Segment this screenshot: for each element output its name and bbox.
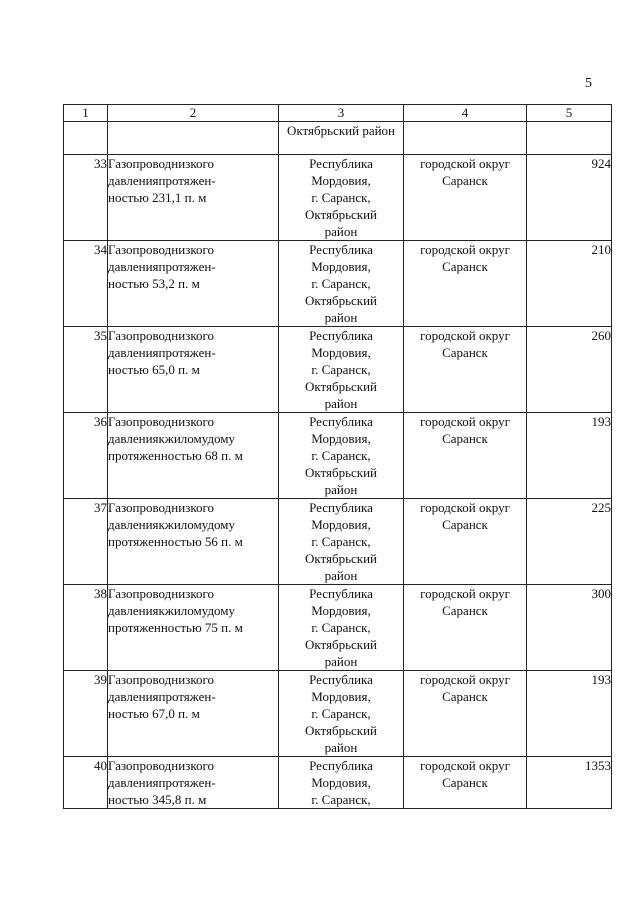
location-line: г. Саранск,	[311, 620, 371, 635]
description-line: Газопроводнизкого	[108, 758, 214, 773]
location-line: Октябрьский	[304, 379, 378, 394]
location-cell	[279, 499, 404, 585]
location-line: Мордовия,	[311, 345, 371, 360]
description-line: ностью 231,1 п. м	[108, 190, 207, 205]
column-header-3: 3	[279, 105, 404, 122]
location-line: Октябрьский	[304, 293, 378, 308]
table-row	[64, 671, 612, 757]
location-line: Октябрьский	[304, 465, 378, 480]
value-cell: 924	[527, 155, 612, 241]
row-number-cell: 36	[64, 413, 108, 499]
page-number: 5	[585, 76, 592, 91]
description-line: Газопроводнизкого	[108, 672, 214, 687]
location-cell	[279, 671, 404, 757]
continuation-desc-cell	[108, 122, 279, 155]
location-line: Мордовия,	[311, 689, 371, 704]
description-line: давленияпротяжен-	[108, 173, 216, 188]
municipality-cell	[404, 757, 527, 809]
description-cell	[108, 757, 279, 809]
location-line: г. Саранск,	[311, 448, 371, 463]
location-cell	[279, 327, 404, 413]
location-line: район	[324, 224, 358, 239]
municipality-cell	[404, 327, 527, 413]
municipality-line: городской округ	[420, 500, 510, 515]
municipality-cell	[404, 155, 527, 241]
location-line: Мордовия,	[311, 431, 371, 446]
location-line: Республика	[309, 156, 373, 171]
table-row	[64, 585, 612, 671]
column-header-1: 1	[64, 105, 108, 122]
location-cell	[279, 155, 404, 241]
description-cell	[108, 413, 279, 499]
location-line: г. Саранск,	[311, 534, 371, 549]
continuation-location-cell	[279, 122, 404, 155]
location-line: район	[324, 740, 358, 755]
location-cell	[279, 241, 404, 327]
location-line: г. Саранск,	[311, 276, 371, 291]
municipality-line: Саранск	[442, 689, 488, 704]
municipality-line: Саранск	[442, 775, 488, 790]
location-line: г. Саранск,	[311, 190, 371, 205]
location-cell	[279, 757, 404, 809]
continuation-municipality-cell	[404, 122, 527, 155]
municipality-line: Саранск	[442, 517, 488, 532]
description-line: протяженностью 56 п. м	[108, 534, 243, 549]
description-line: Газопроводнизкого	[108, 414, 214, 429]
description-line: протяженностью 75 п. м	[108, 620, 243, 635]
description-line: ностью 65,0 п. м	[108, 362, 200, 377]
description-cell	[108, 327, 279, 413]
location-line: г. Саранск,	[311, 792, 371, 807]
value-cell: 210	[527, 241, 612, 327]
row-number-cell: 35	[64, 327, 108, 413]
description-cell	[108, 499, 279, 585]
municipality-line: городской округ	[420, 414, 510, 429]
description-cell	[108, 241, 279, 327]
description-line: давлениякжиломудому	[108, 431, 236, 446]
description-line: ностью 53,2 п. м	[108, 276, 200, 291]
location-line: Октябрьский	[304, 551, 378, 566]
location-line: Мордовия,	[311, 259, 371, 274]
description-line: Газопроводнизкого	[108, 586, 214, 601]
description-cell	[108, 155, 279, 241]
location-line: Мордовия,	[311, 173, 371, 188]
location-line: Республика	[309, 500, 373, 515]
location-line: Мордовия,	[311, 775, 371, 790]
description-cell	[108, 585, 279, 671]
location-cell	[279, 413, 404, 499]
continuation-num-cell	[64, 122, 108, 155]
municipality-line: городской округ	[420, 156, 510, 171]
location-line: Октябрьский	[304, 723, 378, 738]
row-number-cell: 39	[64, 671, 108, 757]
column-header-5: 5	[527, 105, 612, 122]
location-line: Мордовия,	[311, 603, 371, 618]
row-number-cell: 38	[64, 585, 108, 671]
location-line: г. Саранск,	[311, 362, 371, 377]
row-number-cell: 37	[64, 499, 108, 585]
municipality-line: городской округ	[420, 586, 510, 601]
description-line: давленияпротяжен-	[108, 259, 216, 274]
row-number-cell: 33	[64, 155, 108, 241]
column-header-4: 4	[404, 105, 527, 122]
value-cell: 260	[527, 327, 612, 413]
description-cell	[108, 671, 279, 757]
location-line: Октябрьский	[304, 207, 378, 222]
continuation-location-text: Октябрьский район	[287, 123, 395, 138]
location-line: Республика	[309, 758, 373, 773]
municipality-line: Саранск	[442, 345, 488, 360]
municipality-cell	[404, 671, 527, 757]
location-cell	[279, 585, 404, 671]
description-line: давленияпротяжен-	[108, 345, 216, 360]
location-line: район	[324, 396, 358, 411]
value-cell: 225	[527, 499, 612, 585]
municipality-line: городской округ	[420, 328, 510, 343]
location-line: Республика	[309, 242, 373, 257]
table-row	[64, 499, 612, 585]
table-row	[64, 155, 612, 241]
value-cell: 300	[527, 585, 612, 671]
description-line: Газопроводнизкого	[108, 328, 214, 343]
municipality-cell	[404, 499, 527, 585]
municipality-line: Саранск	[442, 259, 488, 274]
municipality-line: Саранск	[442, 603, 488, 618]
description-line: Газопроводнизкого	[108, 242, 214, 257]
municipality-line: Саранск	[442, 173, 488, 188]
location-line: район	[324, 654, 358, 669]
municipality-line: городской округ	[420, 758, 510, 773]
location-line: район	[324, 310, 358, 325]
municipality-line: городской округ	[420, 672, 510, 687]
value-cell: 193	[527, 671, 612, 757]
municipality-line: городской округ	[420, 242, 510, 257]
description-line: давлениякжиломудому	[108, 603, 236, 618]
location-line: Республика	[309, 672, 373, 687]
location-line: район	[324, 568, 358, 583]
municipality-line: Саранск	[442, 431, 488, 446]
description-line: протяженностью 68 п. м	[108, 448, 243, 463]
table-row	[64, 327, 612, 413]
location-line: Октябрьский	[304, 637, 378, 652]
location-line: Мордовия,	[311, 517, 371, 532]
value-cell: 1353	[527, 757, 612, 809]
location-line: район	[324, 482, 358, 497]
municipality-cell	[404, 241, 527, 327]
continuation-row	[64, 122, 612, 155]
description-line: давленияпротяжен-	[108, 775, 216, 790]
description-line: Газопроводнизкого	[108, 156, 214, 171]
value-cell: 193	[527, 413, 612, 499]
description-line: давлениякжиломудому	[108, 517, 236, 532]
table-row	[64, 241, 612, 327]
header-row	[64, 105, 612, 122]
property-table	[63, 104, 612, 809]
location-line: Республика	[309, 414, 373, 429]
description-line: Газопроводнизкого	[108, 500, 214, 515]
column-header-2: 2	[108, 105, 279, 122]
table-row	[64, 413, 612, 499]
location-line: г. Саранск,	[311, 706, 371, 721]
row-number-cell: 40	[64, 757, 108, 809]
location-line: Республика	[309, 586, 373, 601]
description-line: ностью 67,0 п. м	[108, 706, 200, 721]
description-line: давленияпротяжен-	[108, 689, 216, 704]
municipality-cell	[404, 585, 527, 671]
row-number-cell: 34	[64, 241, 108, 327]
location-line: Республика	[309, 328, 373, 343]
continuation-value-cell	[527, 122, 612, 155]
municipality-cell	[404, 413, 527, 499]
description-line: ностью 345,8 п. м	[108, 792, 207, 807]
table-row	[64, 757, 612, 809]
